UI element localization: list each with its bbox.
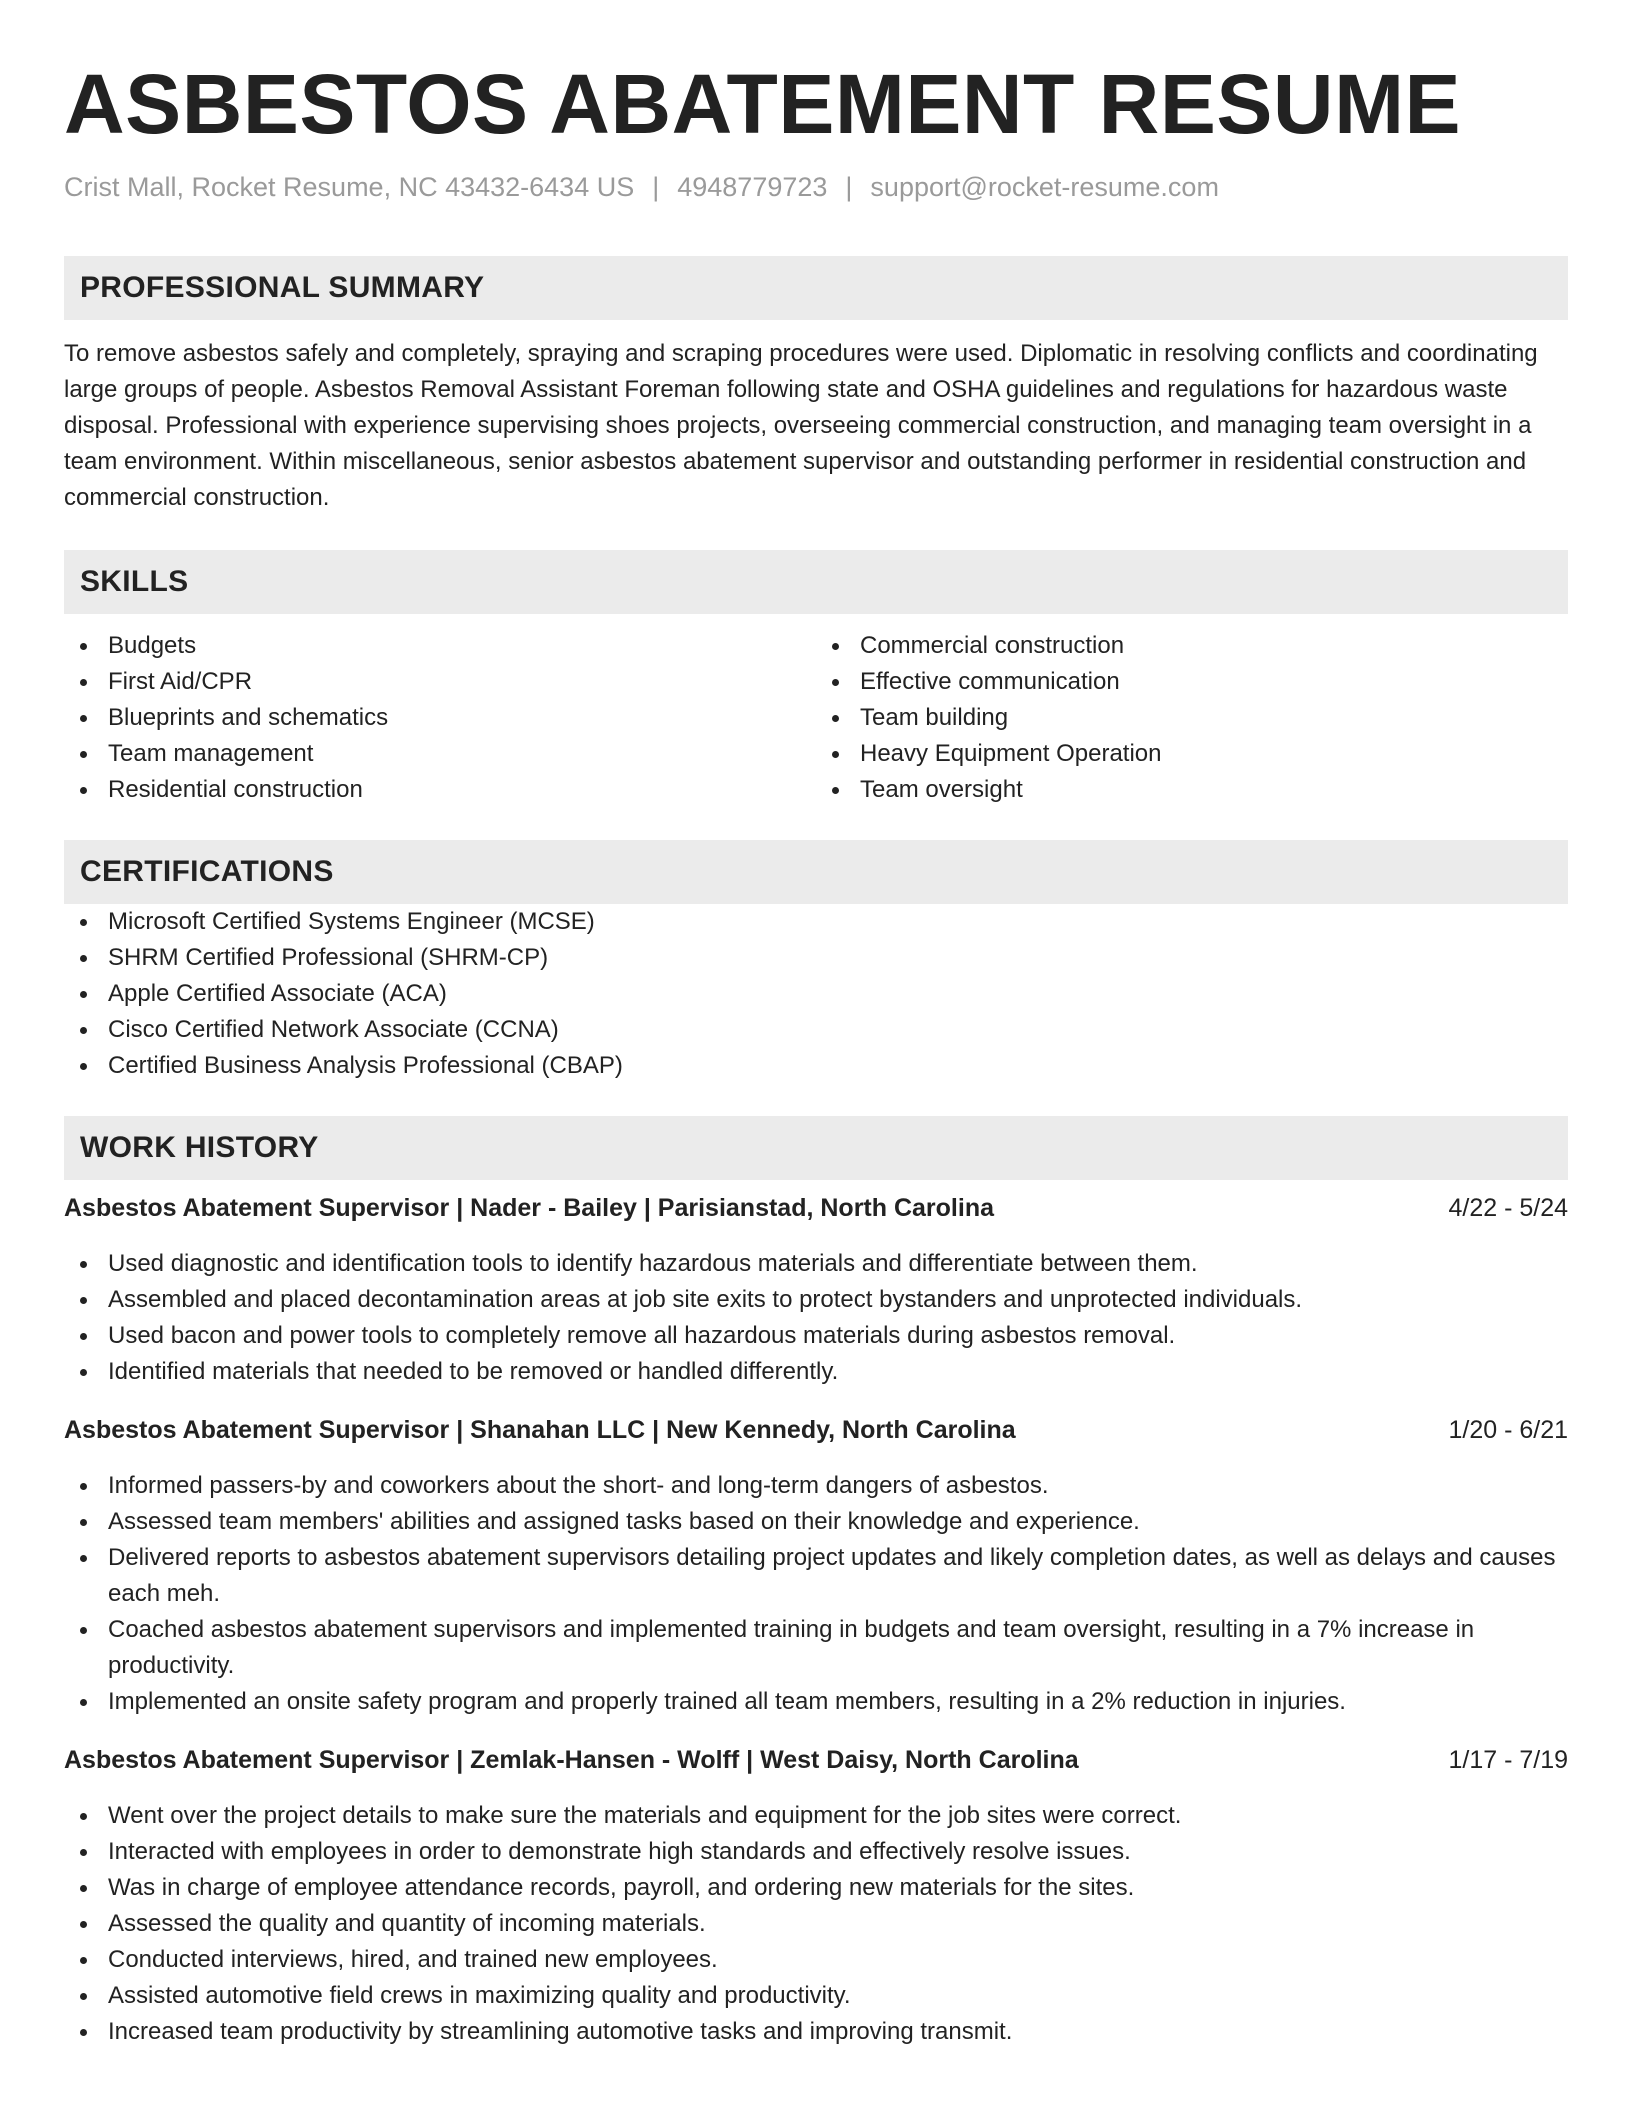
work-history-heading: WORK HISTORY: [80, 1131, 319, 1164]
job-bullet: Identified materials that needed to be removed or handled differently.: [64, 1354, 1568, 1390]
skill-item: Team building: [816, 700, 1568, 736]
job-bullets: [64, 1246, 1568, 1390]
skill-item: Budgets: [64, 628, 816, 664]
job-bullet: Went over the project details to make sure the materials and equipment for the job sites were correct.: [64, 1798, 1568, 1834]
job-bullet: Increased team productivity by streamlining automotive tasks and improving transmit.: [64, 2014, 1568, 2050]
job-bullet: Implemented an onsite safety program and properly trained all team members, resulting in a 2% reduction in injuries.: [64, 1684, 1568, 1720]
work-history-section-header: [64, 1116, 1568, 1180]
job-bullet: Assessed the quality and quantity of incoming materials.: [64, 1906, 1568, 1942]
skill-item: Blueprints and schematics: [64, 700, 816, 736]
job-bullet: Conducted interviews, hired, and trained new employees.: [64, 1942, 1568, 1978]
job-dates: 4/22 - 5/24: [1448, 1194, 1568, 1222]
certification-item: Cisco Certified Network Associate (CCNA): [64, 1012, 1568, 1048]
skills-grid: [64, 628, 1568, 808]
skills-heading: SKILLS: [80, 565, 189, 598]
summary-heading: PROFESSIONAL SUMMARY: [80, 271, 485, 304]
certifications-heading: CERTIFICATIONS: [80, 855, 334, 888]
job-header: [64, 1194, 1568, 1234]
job-bullet: Coached asbestos abatement supervisors and implemented training in budgets and team oversight, resulting in a 7% increase in productivity.: [64, 1612, 1568, 1684]
contact-separator: |: [652, 172, 660, 202]
skill-item: Effective communication: [816, 664, 1568, 700]
job-entry: [64, 1746, 1568, 2050]
job-bullet: Delivered reports to asbestos abatement supervisors detailing project updates and likely completion dates, as well as delays and causes each meh.: [64, 1540, 1568, 1612]
job-title: Asbestos Abatement Supervisor | Shanahan LLC | New Kennedy, North Carolina: [64, 1416, 1016, 1444]
contact-address: Crist Mall, Rocket Resume, NC 43432-6434 US: [64, 172, 635, 202]
contact-line: [64, 170, 1568, 204]
job-bullet: Was in charge of employee attendance records, payroll, and ordering new materials for the sites.: [64, 1870, 1568, 1906]
job-entry: [64, 1194, 1568, 1390]
summary-section-header: [64, 256, 1568, 320]
contact-separator: |: [845, 172, 853, 202]
job-bullet: Assessed team members' abilities and assigned tasks based on their knowledge and experience.: [64, 1504, 1568, 1540]
certifications-list: [64, 904, 1568, 1084]
skill-item: Team oversight: [816, 772, 1568, 808]
skills-list-right: [816, 628, 1568, 808]
job-bullet: Used bacon and power tools to completely remove all hazardous materials during asbestos removal.: [64, 1318, 1568, 1354]
certifications-section-header: [64, 840, 1568, 904]
skill-item: Commercial construction: [816, 628, 1568, 664]
job-bullets: [64, 1468, 1568, 1720]
skills-list-left: [64, 628, 816, 808]
summary-text: To remove asbestos safely and completely, spraying and scraping procedures were used. Diplomatic in resolving conflicts and coordinating large groups of people. Asbestos Removal Assistant Foreman following state and OSHA guidelines and regulations for hazardous waste disposal. Professional with experience supervising shoes projects, overseeing commercial construction, and managing team oversight in a team environment. Within miscellaneous, senior asbestos abatement supervisor and outstanding performer in residential construction and commercial construction.: [64, 340, 1538, 511]
certification-item: Certified Business Analysis Professional (CBAP): [64, 1048, 1568, 1084]
job-bullets: [64, 1798, 1568, 2050]
skill-item: Heavy Equipment Operation: [816, 736, 1568, 772]
resume-title: ASBESTOS ABATEMENT RESUME: [64, 57, 1462, 151]
job-bullet: Used diagnostic and identification tools to identify hazardous materials and differentiate between them.: [64, 1246, 1568, 1282]
job-dates: 1/17 - 7/19: [1448, 1746, 1568, 1774]
job-entry: [64, 1416, 1568, 1720]
contact-phone: 4948779723: [677, 172, 828, 202]
skill-item: First Aid/CPR: [64, 664, 816, 700]
contact-email: support@rocket-resume.com: [870, 172, 1219, 202]
skill-item: Residential construction: [64, 772, 816, 808]
job-dates: 1/20 - 6/21: [1448, 1416, 1568, 1444]
job-header: [64, 1416, 1568, 1456]
job-header: [64, 1746, 1568, 1786]
job-bullet: Assembled and placed decontamination areas at job site exits to protect bystanders and unprotected individuals.: [64, 1282, 1568, 1318]
job-title: Asbestos Abatement Supervisor | Nader - Bailey | Parisianstad, North Carolina: [64, 1194, 994, 1222]
skills-section-header: [64, 550, 1568, 614]
certification-item: Apple Certified Associate (ACA): [64, 976, 1568, 1012]
skill-item: Team management: [64, 736, 816, 772]
certification-item: Microsoft Certified Systems Engineer (MCSE): [64, 904, 1568, 940]
job-bullet: Informed passers-by and coworkers about the short- and long-term dangers of asbestos.: [64, 1468, 1568, 1504]
job-title: Asbestos Abatement Supervisor | Zemlak-Hansen - Wolff | West Daisy, North Carolina: [64, 1746, 1079, 1774]
job-bullet: Interacted with employees in order to demonstrate high standards and effectively resolve issues.: [64, 1834, 1568, 1870]
certification-item: SHRM Certified Professional (SHRM-CP): [64, 940, 1568, 976]
job-bullet: Assisted automotive field crews in maximizing quality and productivity.: [64, 1978, 1568, 2014]
